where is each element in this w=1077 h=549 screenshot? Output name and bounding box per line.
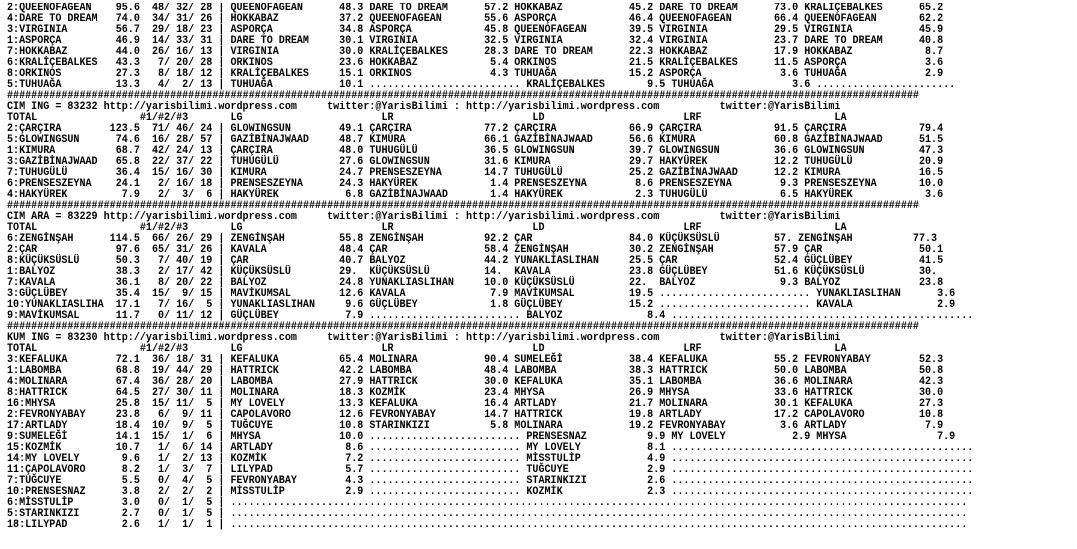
- race-4-row-8: 9:SUMELEĞİ 14.1 15/ 1/ 6 | MHYSA 10.0 ......................... PRENSESNAZ 9.9 MY LOVELY 2.9 MHYSA 7.9: [7, 431, 956, 443]
- race-4-row-6: 2:FEVRONYABAY 23.8 6/ 9/ 11 | CAPOLAVORO 12.6 FEVRONYABAY 14.7 HATTRICK 19.8 ARTLADY 17.2 CAPOLAVORO 10.8: [7, 409, 944, 421]
- race-4-row-3: 4:MOLINARA 67.4 36/ 28/ 20 | LABOMBA 27.9 HATTRICK 30.0 KEFALUKA 35.1 LABOMBA 36.6 MOLINARA 42.3: [7, 376, 944, 388]
- race-1-row-2: 4:DARE TO DREAM 74.0 34/ 31/ 26 | HOKKABAZ 37.2 QUEENOFAGEAN 55.6 ASPORÇA 46.4 QUEENOFAGEAN 66.4 QUEENOFAGEAN 62.2: [7, 13, 944, 25]
- race-header-kum-ing: KUM ING = 83230 http://yarisbilimi.wordpress.com twitter:@YarisBilimi : http://yarisbilimi.wordpress.com twitter:@YarisBilimi: [7, 332, 841, 344]
- race-3-row-7: 10:YUNAKLIASLIHA 17.1 7/ 16/ 5 | YUNAKLIASLIHAN 9.6 GÜÇLÜBEY 1.8 GÜÇLÜBEY 15.2 ......................... KAVALA 2.9: [7, 299, 956, 311]
- race-2-row-5: 7:TUHUGÜLÜ 36.4 15/ 16/ 30 | KIMURA 24.7 PRENSESZEYNA 14.7 TUHUGÜLÜ 25.2 GAZİBİNAJWAAD 12.2 KIMURA 16.5: [7, 167, 944, 179]
- race-2-row-6: 6:PRENSESZEYNA 24.1 2/ 16/ 18 | PRENSESZEYNA 24.3 HAKYÜREK 1.4 PRENSESZEYNA 8.6 PRENSESZEYNA 9.3 PRENSESZEYNA 10.0: [7, 178, 944, 190]
- race-3-row-1: 6:ZENGİNŞAH 114.5 66/ 26/ 29 | ZENGİNŞAH 55.8 ZENGİNŞAH 92.2 ÇAR 84.0 KÜÇÜKSÜSLÜ 57. ZENGİNŞAH 77.3: [7, 233, 938, 245]
- separator-line: #######################################################################################################################################################: [7, 90, 919, 102]
- race-3-row-8: 9:MAVİKUMSAL 11.7 0/ 11/ 12 | GÜÇLÜBEY 7.9 ......................... BALYOZ 8.4 ..................................................: [7, 310, 974, 322]
- separator-line: #######################################################################################################################################################: [7, 321, 919, 333]
- race-3-row-2: 2:ÇAR 97.6 65/ 31/ 26 | KAVALA 48.4 ÇAR 58.4 ZENGİNŞAH 30.2 ZENGİNŞAH 57.9 ÇAR 50.1: [7, 244, 944, 256]
- column-header-row: TOTAL #1/#2/#3 LG LR LD LRF LA: [7, 112, 847, 124]
- race-4-row-10: 14:MY LOVELY 9.6 1/ 2/ 13 | KOZMİK 7.2 ......................... MİSSTULİP 4.9 ..................................................: [7, 453, 974, 465]
- race-2-row-4: 3:GAZİBİNAJWAAD 65.8 22/ 37/ 22 | TUHUGÜLÜ 27.6 GLOWINGSUN 31.6 KIMURA 29.7 HAKYÜREK 12.2 TUHUGÜLÜ 20.9: [7, 156, 944, 168]
- race-4-row-2: 1:LABOMBA 68.8 19/ 44/ 29 | HATTRICK 42.2 LABOMBA 48.4 LABOMBA 38.3 HATTRICK 50.0 LABOMBA 50.8: [7, 365, 944, 377]
- race-4-row-12: 7:TUĞCUYE 5.5 0/ 4/ 5 | FEVRONYABAY 4.3 ......................... STARINKIZI 2.6 ..................................................: [7, 475, 974, 487]
- race-2-row-3: 1:KIMURA 68.7 42/ 24/ 13 | ÇARÇIRA 48.0 TUHUGÜLÜ 36.5 GLOWINGSUN 39.7 GLOWINGSUN 36.6 GLOWINGSUN 47.3: [7, 145, 944, 157]
- column-header-row: TOTAL #1/#2/#3 LG LR LD LRF LA: [7, 343, 847, 355]
- race-4-row-9: 15:KOZMİK 10.7 1/ 6/ 14 | ARTLADY 8.6 ......................... MY LOVELY 8.1 ..................................................: [7, 442, 974, 454]
- race-2-row-7: 4:HAKYÜREK 7.9 2/ 3/ 6 | HAKYÜREK 6.8 GAZİBİNAJWAAD 1.4 HAKYÜREK 2.3 TUHUGÜLÜ 6.5 HAKYÜREK 3.6: [7, 189, 944, 201]
- race-4-row-5: 16:MHYSA 25.8 15/ 11/ 5 | MY LOVELY 13.3 KEFALUKA 16.4 ARTLADY 21.7 MOLINARA 30.1 KEFALUKA 27.3: [7, 398, 944, 410]
- race-1-row-7: 8:ORKINOS 27.3 8/ 18/ 12 | KRALİÇEBALKES 15.1 ORKINOS 4.3 TUHUAĞA 15.2 ASPORÇA 3.6 TUHUAĞA 2.9: [7, 68, 944, 80]
- race-1-row-4: 1:ASPORÇA 46.9 14/ 33/ 31 | DARE TO DREAM 30.1 VIRGINIA 32.5 VIRGINIA 32.4 VIRGINIA 23.7 DARE TO DREAM 40.8: [7, 35, 944, 47]
- race-1-row-6: 6:KRALİÇEBALKES 43.3 7/ 20/ 28 | ORKINOS 23.6 HOKKABAZ 5.4 ORKINOS 21.5 KRALİÇEBALKES 11.5 ASPORÇA 3.6: [7, 57, 944, 69]
- race-4-row-1: 3:KEFALUKA 72.1 36/ 18/ 31 | KEFALUKA 65.4 MOLINARA 90.4 SUMELEĞİ 38.4 KEFALUKA 55.2 FEVRONYABAY 52.3: [7, 354, 944, 366]
- race-3-row-4: 1:BALYOZ 38.3 2/ 17/ 42 | KÜÇÜKSÜSLÜ 29. KÜÇÜKSÜSLÜ 14. KAVALA 23.8 GÜÇLÜBEY 51.6 KÜÇÜKSÜSLÜ 30.: [7, 266, 938, 278]
- column-header-row: TOTAL #1/#2/#3 LG LR LD LRF LA: [7, 222, 847, 234]
- race-4-row-4: 8:HATTRICK 64.5 27/ 30/ 11 | MOLINARA 18.3 KOZMİK 23.4 MHYSA 26.9 MHYSA 33.6 HATTRICK 30.0: [7, 387, 944, 399]
- race-3-row-3: 8:KÜÇÜKSÜSLÜ 50.3 7/ 40/ 19 | ÇAR 40.7 BALYOZ 44.2 YUNAKLIASLIHAN 25.5 ÇAR 52.4 GÜÇLÜBEY 41.5: [7, 255, 944, 267]
- race-4-row-14: 6:MİSSTULİP 3.0 0/ 1/ 5 | ..........................................................................................................................: [7, 497, 968, 509]
- race-4-row-7: 17:ARTLADY 18.4 10/ 9/ 5 | TUĞCUYE 10.8 STARINKIZI 5.8 MOLINARA 19.2 FEVRONYABAY 3.6 ARTLADY 7.9: [7, 420, 944, 432]
- race-header-cim-ara: CIM ARA = 83229 http://yarisbilimi.wordpress.com twitter:@YarisBilimi : http://yarisbilimi.wordpress.com twitter:@YarisBilimi: [7, 211, 841, 223]
- race-header-cim-ing: CIM ING = 83232 http://yarisbilimi.wordpress.com twitter:@YarisBilimi : http://yarisbilimi.wordpress.com twitter:@YarisBilimi: [7, 101, 841, 113]
- race-1-row-3: 3:VIRGINIA 56.7 29/ 18/ 23 | ASPORÇA 34.8 ASPORÇA 45.8 QUEENOFAGEAN 39.5 VIRGINIA 29.5 VIRGINIA 45.9: [7, 24, 944, 36]
- race-3-row-5: 7:KAVALA 36.1 8/ 20/ 22 | BALYOZ 24.8 YUNAKLIASLIHAN 10.0 KÜÇÜKSÜSLÜ 22. BALYOZ 9.3 BALYOZ 23.8: [7, 277, 944, 289]
- race-2-row-2: 5:GLOWINGSUN 74.6 16/ 28/ 57 | GAZİBİNAJWAAD 48.7 KIMURA 66.1 GAZİBİNAJWAAD 56.6 KIMURA 60.8 GAZİBİNAJWAAD 51.5: [7, 134, 944, 146]
- race-3-row-6: 3:GÜÇLÜBEY 35.4 15/ 9/ 15 | MAVİKUMSAL 12.6 KAVALA 7.9 MAVİKUMSAL 19.5 ......................... YUNAKLIASLIHAN 3.6: [7, 288, 956, 300]
- race-4-row-13: 10:PRENSESNAZ 3.8 2/ 2/ 2 | MİSSTULİP 2.9 ......................... KOZMİK 2.3 ..................................................: [7, 486, 974, 498]
- separator-line: #######################################################################################################################################################: [7, 200, 919, 212]
- race-2-row-1: 2:ÇARÇIRA 123.5 71/ 46/ 24 | GLOWINGSUN 49.1 ÇARÇIRA 77.2 ÇARÇIRA 66.9 ÇARÇIRA 91.5 ÇARÇIRA 79.4: [7, 123, 944, 135]
- race-1-row-1: 2:QUEENOFAGEAN 95.6 48/ 32/ 28 | QUEENOFAGEAN 48.3 DARE TO DREAM 57.2 HOKKABAZ 45.2 DARE TO DREAM 73.0 KRALİÇEBALKES 65.2: [7, 3, 944, 14]
- race-results-sheet: [7, 3, 1075, 547]
- race-1-row-8: 5:TUHUAĞA 13.3 4/ 2/ 13 | TUHUAĞA 10.1 ......................... KRALİÇEBALKES 9.5 TUHUAĞA 3.6 .......................: [7, 79, 956, 91]
- race-4-row-11: 11:ÇAPOLAVORO 8.2 1/ 3/ 7 | LILYPAD 5.7 ......................... TUĞCUYE 2.9 ..................................................: [7, 464, 974, 476]
- race-4-row-16: 18:LILYPAD 2.6 1/ 1/ 1 | ..........................................................................................................................: [7, 519, 968, 531]
- race-4-row-15: 5:STARINKIZI 2.7 0/ 1/ 5 | ..........................................................................................................................: [7, 508, 968, 520]
- race-1-row-5: 7:HOKKABAZ 44.0 26/ 16/ 13 | VIRGINIA 30.0 KRALİÇEBALKES 28.3 DARE TO DREAM 22.3 HOKKABAZ 17.9 HOKKABAZ 8.7: [7, 46, 944, 58]
